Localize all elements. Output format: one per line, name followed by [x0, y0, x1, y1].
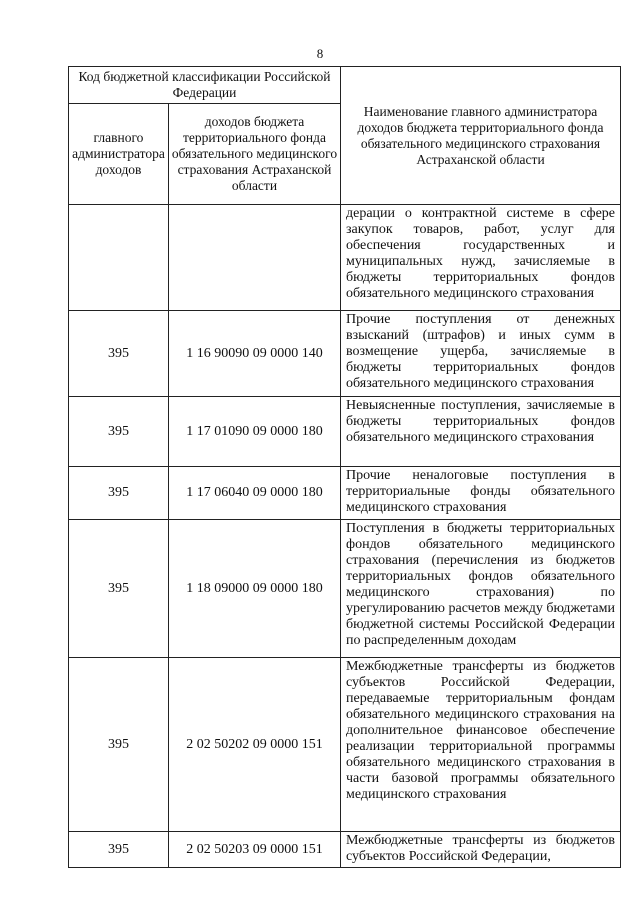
row-name: Прочие поступления от денежных взысканий (штрафов) и иных сумм в возмещение ущерба, зачисляемые в бюджеты территориальных фондов обязательного медицинского страхования [341, 311, 621, 397]
row-name: Межбюджетные трансферты из бюджетов субъектов Российской Федерации, передаваемые территориальным фондам обязательного медицинского страхования на дополнительное финансовое обеспечение реализации территориальной программы обязательного медицинского страхования в части базовой программы обязательного медицинского страхования [341, 658, 621, 832]
row-admin-code: 395 [69, 832, 169, 868]
table-row [69, 311, 621, 397]
table-row [69, 397, 621, 467]
header-classification-code: Код бюджетной классификации Российской Федерации [69, 67, 341, 104]
row-admin-code: 395 [69, 658, 169, 832]
row-admin-code: 395 [69, 311, 169, 397]
page-number: 8 [316, 46, 324, 61]
row-income-code [169, 205, 341, 311]
table-row [69, 832, 621, 868]
row-income-code: 1 16 90090 09 0000 140 [169, 311, 341, 397]
row-name: Поступления в бюджеты территориальных фондов обязательного медицинского страхования (перечисления из бюджетов территориальных фондов обязательного медицинского страхования) по урегулированию расчетов между бюджетами бюджетной системы Российской Федерации по распределенным доходам [341, 520, 621, 658]
budget-classification-table [68, 66, 621, 868]
row-admin-code: 395 [69, 467, 169, 520]
table-row [69, 520, 621, 658]
row-income-code: 2 02 50203 09 0000 151 [169, 832, 341, 868]
row-income-code: 1 17 06040 09 0000 180 [169, 467, 341, 520]
row-income-code: 1 18 09000 09 0000 180 [169, 520, 341, 658]
row-name: Невыясненные поступления, зачисляемые в бюджеты территориальных фондов обязательного медицинского страхования [341, 397, 621, 467]
header-admin: главного администратора доходов [69, 104, 169, 205]
row-admin-code [69, 205, 169, 311]
row-income-code: 1 17 01090 09 0000 180 [169, 397, 341, 467]
header-income: доходов бюджета территориального фонда обязательного медицинского страхования Астраханской области [169, 104, 341, 205]
table-row [69, 205, 621, 311]
header-name: Наименование главного администратора доходов бюджета территориального фонда обязательного медицинского страхования Астраханской области [341, 67, 621, 205]
row-admin-code: 395 [69, 397, 169, 467]
row-admin-code: 395 [69, 520, 169, 658]
table-row [69, 658, 621, 832]
table-row [69, 467, 621, 520]
row-income-code: 2 02 50202 09 0000 151 [169, 658, 341, 832]
row-name: Прочие неналоговые поступления в территориальные фонды обязательного медицинского страхования [341, 467, 621, 520]
row-name: Межбюджетные трансферты из бюджетов субъектов Российской Федерации, [341, 832, 621, 868]
row-name: дерации о контрактной системе в сфере закупок товаров, работ, услуг для обеспечения государственных и муниципальных нужд, зачисляемые в бюджеты территориальных фондов обязательного медицинского страхования [341, 205, 621, 311]
